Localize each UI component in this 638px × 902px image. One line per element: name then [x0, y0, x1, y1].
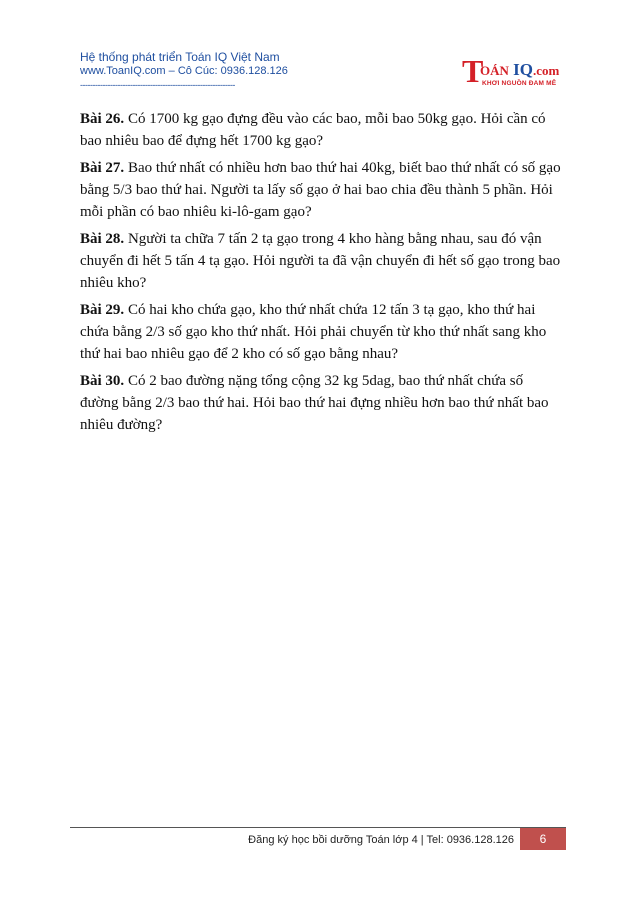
logo-letter-t: T — [462, 53, 484, 89]
problem-27 — [80, 157, 565, 223]
org-name: Hệ thống phát triển Toán IQ Việt Nam — [80, 50, 280, 64]
problem-text: Có 1700 kg gạo đựng đều vào các bao, mỗi bao 50kg gạo. Hỏi cần có bao nhiêu bao để đựng hết 1700 kg gạo? — [80, 111, 546, 149]
problem-label: Bài 26. — [80, 111, 125, 127]
problem-text: Có 2 bao đường nặng tổng cộng 32 kg 5dag, bao thứ nhất chứa số đường bằng 2/3 bao thứ hai. Hỏi bao thứ hai đựng nhiều hơn bao thứ nhất bao nhiêu đường? — [80, 373, 549, 433]
problem-30 — [80, 370, 565, 436]
logo-tagline: KHƠI NGUỒN ĐAM MÊ — [482, 80, 557, 87]
page-number-badge: 6 — [520, 828, 566, 850]
logo-oan: OÁN — [480, 63, 509, 78]
problem-label: Bài 29. — [80, 302, 125, 318]
problem-list — [80, 108, 565, 441]
logo-wordmark — [480, 61, 559, 78]
toaniq-logo — [462, 53, 568, 94]
header-separator: -------------------------------------------------------------- — [80, 80, 235, 90]
problem-label: Bài 28. — [80, 231, 125, 247]
footer-text: Đăng ký học bồi dưỡng Toán lớp 4 | Tel: 0936.128.126 — [248, 834, 514, 846]
logo-com: .com — [532, 63, 560, 78]
problem-text: Người ta chữa 7 tấn 2 tạ gạo trong 4 kho hàng bằng nhau, sau đó vận chuyển đi hết 5 tấn 4 tạ gạo. Hỏi người ta đã vận chuyển đi hết số gạo trong bao nhiêu kho? — [80, 231, 561, 291]
problem-29 — [80, 299, 565, 365]
contact-info: www.ToanIQ.com – Cô Cúc: 0936.128.126 — [80, 65, 288, 77]
problem-label: Bài 30. — [80, 373, 125, 389]
problem-text: Có hai kho chứa gạo, kho thứ nhất chứa 12 tấn 3 tạ gạo, kho thứ hai chứa bằng 2/3 số gạo kho thứ nhất. Hỏi phải chuyển từ kho thứ nhất sang kho thứ hai bao nhiêu gạo để 2 kho có số gạo bằng nhau? — [80, 302, 547, 362]
logo-iq: IQ — [513, 60, 533, 79]
problem-28 — [80, 228, 565, 294]
problem-label: Bài 27. — [80, 160, 125, 176]
problem-26 — [80, 108, 565, 152]
footer-divider — [70, 827, 566, 828]
page-header — [80, 50, 570, 100]
problem-text: Bao thứ nhất có nhiều hơn bao thứ hai 40kg, biết bao thứ nhất có số gạo bằng 5/3 bao thứ hai. Người ta lấy số gạo ở hai bao chia đều thành 5 phần. Hỏi mỗi phần có bao nhiêu ki-lô-gam gạo? — [80, 160, 561, 220]
